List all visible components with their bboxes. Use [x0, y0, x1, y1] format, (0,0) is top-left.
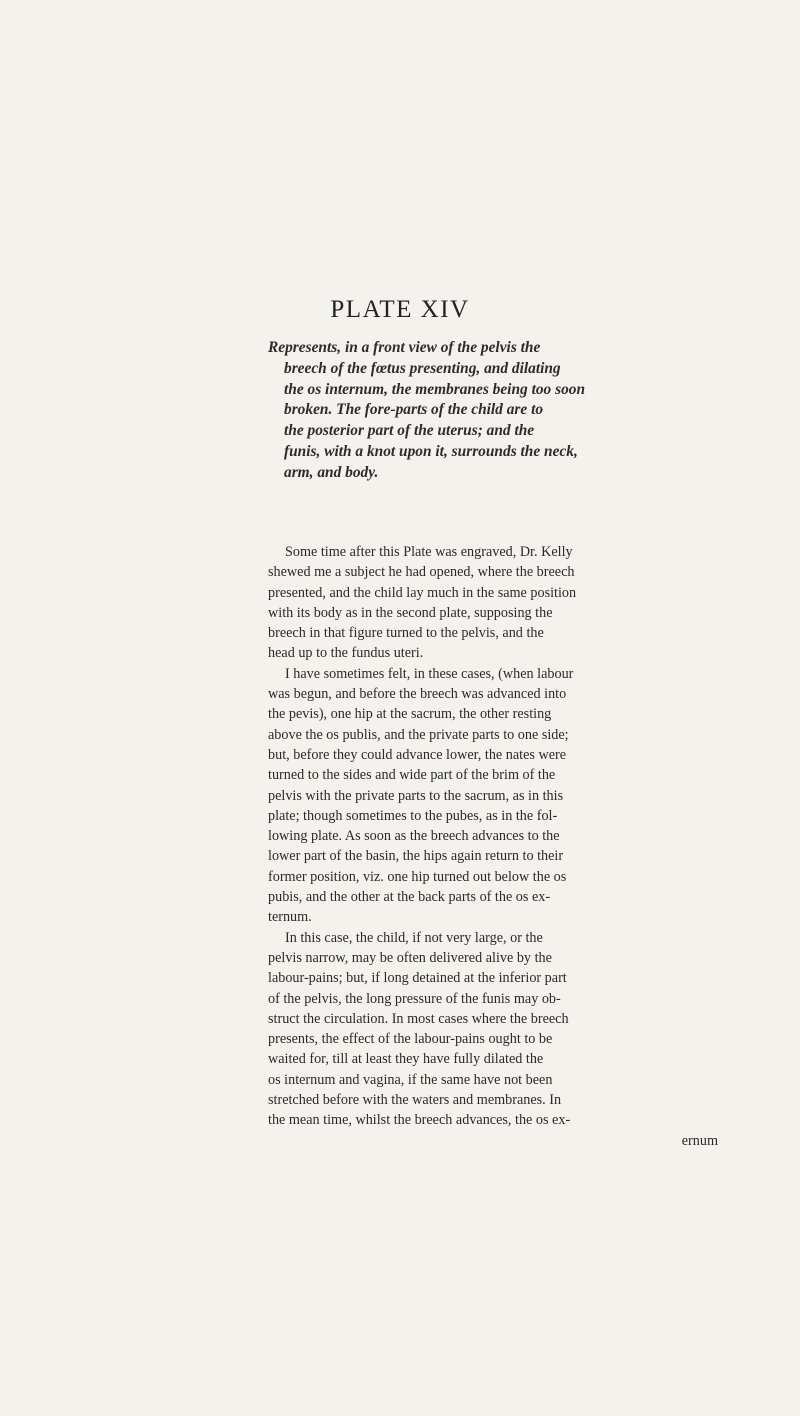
body-line: shewed me a subject he had opened, where the breech: [268, 564, 575, 581]
caption-line: breech of the fœtus presenting, and dilating: [284, 359, 561, 377]
body-line: was begun, and before the breech was advanced into: [268, 686, 567, 703]
plate-title: PLATE XIV: [330, 296, 470, 323]
body-line: the pevis), one hip at the sacrum, the other resting: [268, 706, 552, 723]
body-line: plate; though sometimes to the pubes, as in the fol-: [268, 807, 558, 824]
caption-line: Represents, in a front view of the pelvis the: [268, 339, 541, 356]
body-line: struct the circulation. In most cases where the breech: [268, 1010, 569, 1027]
body-line: pelvis with the private parts to the sacrum, as in this: [268, 787, 564, 804]
body-line: head up to the fundus uteri.: [268, 645, 424, 662]
caption-line: funis, with a knot upon it, surrounds the neck,: [284, 442, 578, 460]
body-line: lowing plate. As soon as the breech advances to the: [268, 828, 560, 845]
body-line: In this case, the child, if not very large, or the: [285, 929, 543, 946]
body-line: former position, viz. one hip turned out below the os: [268, 868, 567, 885]
body-line: labour-pains; but, if long detained at the inferior part: [268, 970, 567, 987]
body-line: above the os publis, and the private parts to one side;: [268, 726, 569, 743]
caption-line: arm, and body.: [284, 463, 379, 481]
body-line: waited for, till at least they have fully dilated the: [268, 1051, 544, 1068]
caption-line: the os internum, the membranes being too soon: [284, 380, 586, 398]
body-line: I have sometimes felt, in these cases, (when labour: [285, 665, 574, 682]
catchword: ernum: [681, 1132, 718, 1149]
body-text: [268, 542, 724, 1151]
body-line: pelvis narrow, may be often delivered alive by the: [268, 949, 552, 966]
body-line: os internum and vagina, if the same have not been: [268, 1071, 553, 1088]
body-line: of the pelvis, the long pressure of the funis may ob-: [268, 990, 561, 1007]
body-line: breech in that figure turned to the pelvis, and the: [268, 625, 544, 642]
body-line: but, before they could advance lower, the nates were: [268, 746, 567, 763]
plate-caption: [268, 338, 718, 484]
body-line: turned to the sides and wide part of the brim of the: [268, 767, 556, 784]
body-line: the mean time, whilst the breech advances, the os ex-: [268, 1112, 571, 1129]
body-line: lower part of the basin, the hips again return to their: [268, 848, 564, 865]
caption-line: the posterior part of the uterus; and the: [284, 422, 535, 440]
body-line: pubis, and the other at the back parts of the os ex-: [268, 889, 551, 906]
body-line: ternum.: [268, 909, 312, 926]
body-line: with its body as in the second plate, supposing the: [268, 604, 553, 621]
body-line: stretched before with the waters and membranes. In: [268, 1092, 562, 1109]
caption-line: broken. The fore-parts of the child are to: [284, 401, 544, 419]
body-line: presented, and the child lay much in the same position: [268, 584, 577, 601]
body-line: presents, the effect of the labour-pains ought to be: [268, 1031, 553, 1048]
body-line: Some time after this Plate was engraved, Dr. Kelly: [285, 544, 573, 560]
